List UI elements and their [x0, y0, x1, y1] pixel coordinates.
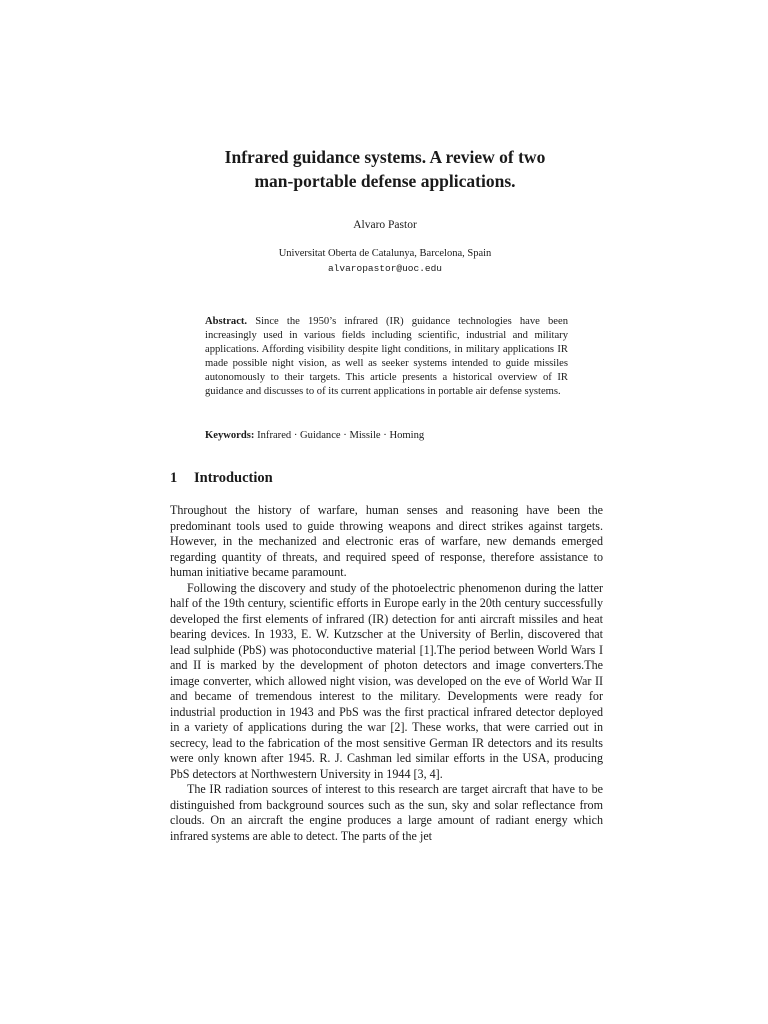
- title-line-1: Infrared guidance systems. A review of two: [224, 147, 546, 167]
- keywords-text: Infrared · Guidance · Missile · Homing: [257, 430, 425, 441]
- paragraph: The IR radiation sources of interest to this research are target aircraft that have to be distinguished from background sources such as the sun, sky and solar reflectance from clouds. On an aircraft the engine produces a large amount of radiant energy which infrared systems are able to detect. The parts of the jet: [170, 782, 603, 843]
- paragraph: Following the discovery and study of the photoelectric phenomenon during the latter half of the 19th century, scientific efforts in Europe early in the 20th century successfully developed the first elements of infrared (IR) detection for anti aircraft missiles and heat bearing devices. In 1933, E. W. Kutzscher at the University of Berlin, discovered that lead sulphide (PbS) was photoconductive material [1].The period between World Wars I and II is marked by the development of photon detectors and image converters.The image converter, which allowed night vision, was developed on the eve of World War II and became of tremendous interest to the military. Developments were ready for industrial production in 1943 and PbS was the first practical infrared detector deployed in a variety of applications during the war [2]. These works, that were carried out in secrecy, lead to the fabrication of the most sensitive German IR detectors and its results were only known after 1945. R. J. Cashman led similar efforts in the USA, producing PbS detectors at Northwestern University in 1944 [3, 4].: [170, 580, 603, 781]
- author-email: alvaropastor@uoc.edu: [327, 263, 443, 274]
- abstract-label: Abstract.: [205, 316, 248, 327]
- abstract-text: Since the 1950’s infrared (IR) guidance technologies have been increasingly used in various fields including scientific, industrial and military applications. Affording visibility despite light conditions, in military applications IR made possible night vision, as well as seeker systems intended to guide missiles autonomously to their targets. This article presents a historical overview of IR guidance and discusses to of its current applications in portable air defense systems.: [205, 316, 568, 398]
- section-heading: [170, 469, 273, 487]
- section-title: Introduction: [194, 470, 273, 486]
- title-line-2: man-portable defense applications.: [254, 171, 516, 191]
- keywords-label: Keywords:: [205, 430, 255, 441]
- author-name: Alvaro Pastor: [353, 219, 417, 231]
- section-number: 1: [170, 470, 178, 486]
- body-text: [170, 503, 603, 844]
- abstract: [205, 315, 568, 400]
- paragraph: Throughout the history of warfare, human senses and reasoning have been the predominant tools used to guide throwing weapons and direct strikes against targets. However, in the mechanized and electronic eras of warfare, new demands emerged regarding quantity of threats, and required speed of response, therefore assistance to human initiative became paramount.: [170, 503, 603, 579]
- author-affiliation: Universitat Oberta de Catalunya, Barcelona, Spain: [278, 248, 492, 259]
- paper-title: [150, 145, 620, 193]
- keywords: [205, 429, 568, 443]
